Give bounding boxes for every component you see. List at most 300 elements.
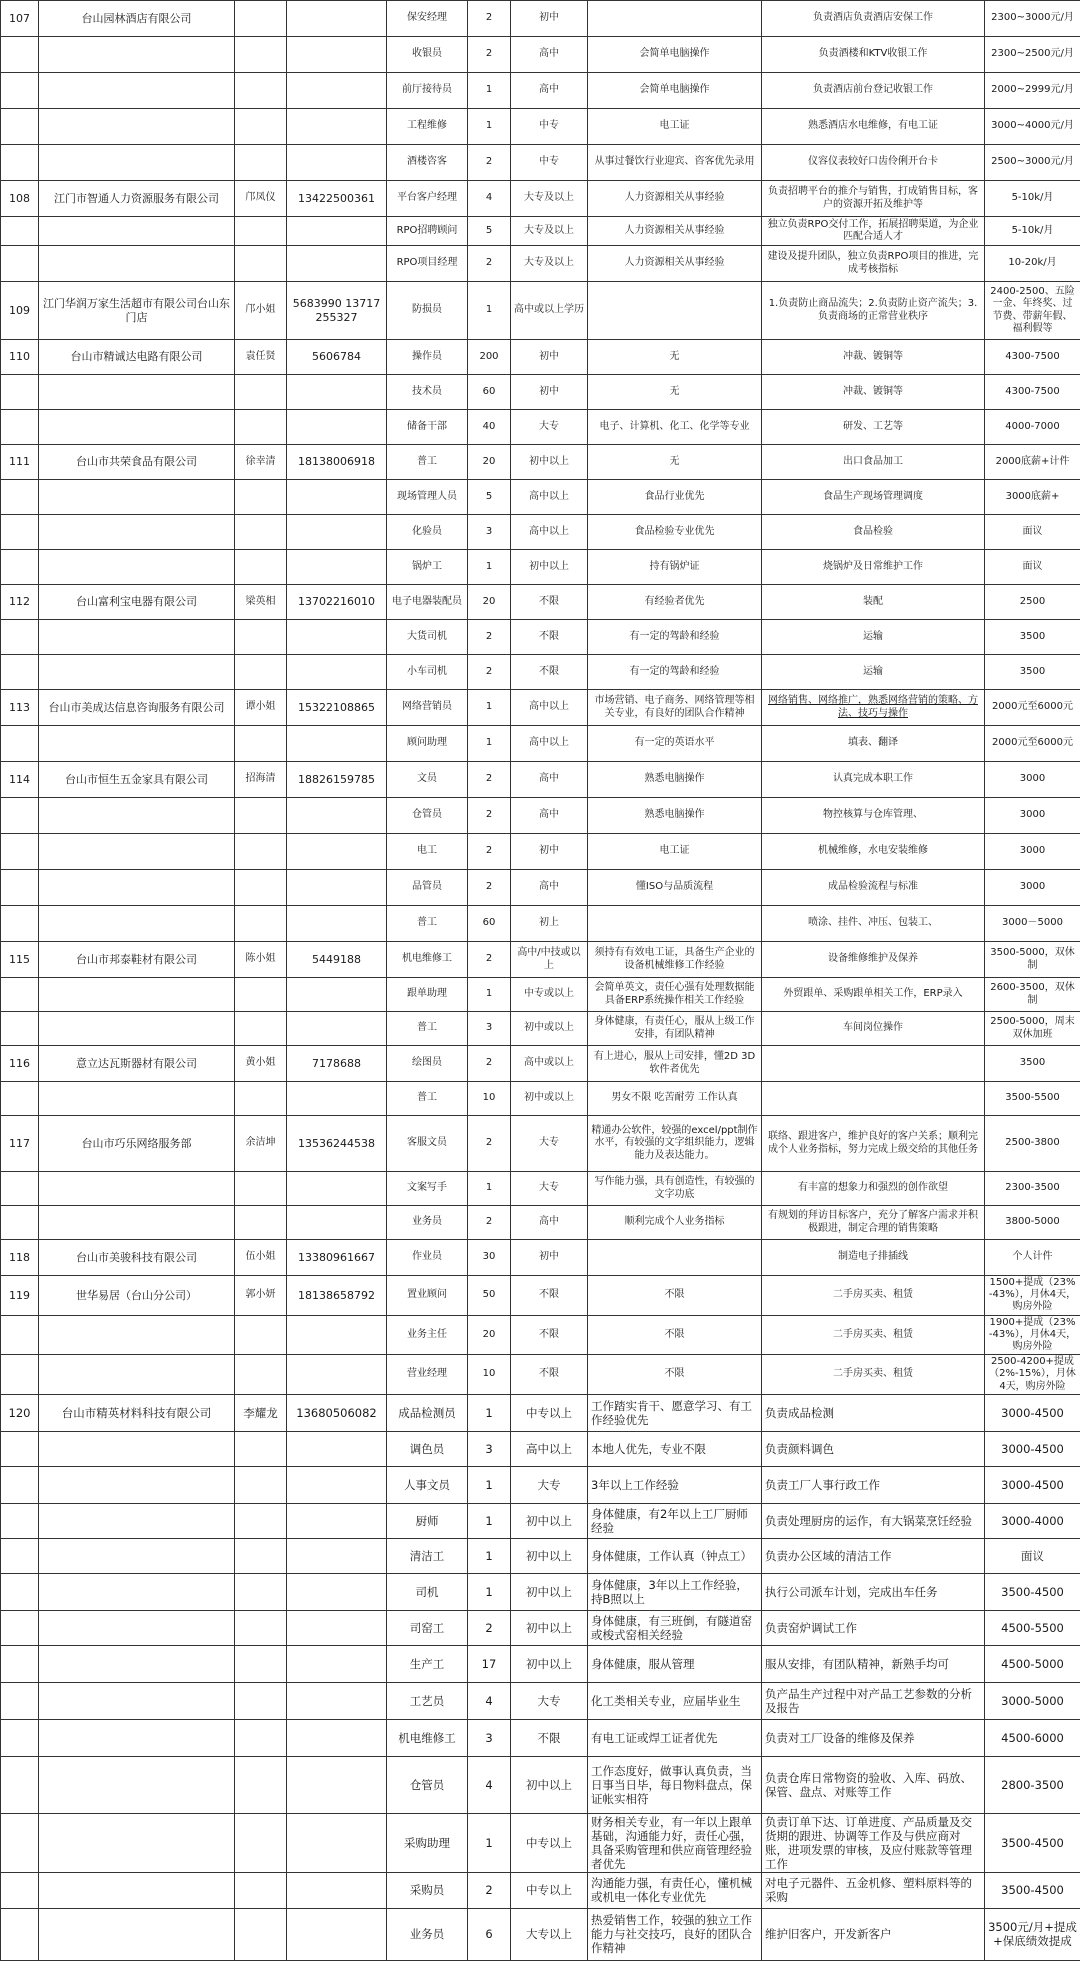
cell-requirement: 热爱销售工作，较强的独立工作能力与社交技巧，良好的团队合作精神: [588, 1908, 762, 1960]
cell-duty: 独立负责RPO交付工作，拓展招聘渠道，为企业匹配合适人才: [762, 217, 985, 246]
cell-company: [39, 1503, 235, 1538]
cell-requirement: 电子、计算机、化工、化学等专业: [588, 410, 762, 445]
cell-education: 高中: [511, 1206, 588, 1240]
cell-position: 业务员: [387, 1206, 468, 1240]
cell-duty: 食品检验: [762, 515, 985, 550]
cell-contact: [235, 1872, 287, 1908]
cell-salary: 2400-2500、五险一金、年终奖、过节费、带薪年假、福利假等: [985, 282, 1080, 340]
cell-contact: [235, 870, 287, 906]
cell-education: 初中以上: [511, 1538, 588, 1573]
cell-requirement: 身体健康，3年以上工作经验，持B照以上: [588, 1573, 762, 1610]
cell-education: 初中以上: [511, 1610, 588, 1645]
cell-duty: 二手房买卖、租赁: [762, 1276, 985, 1316]
cell-phone: [287, 73, 387, 109]
table-row: [1, 246, 1080, 282]
cell-count: 60: [468, 906, 511, 942]
table-row: [1, 798, 1080, 834]
cell-contact: [235, 1172, 287, 1206]
cell-position: 操作员: [387, 340, 468, 375]
cell-no: [1, 1082, 39, 1116]
cell-contact: [235, 375, 287, 410]
cell-salary: 2000底薪+计件: [985, 445, 1080, 480]
cell-position: 营业经理: [387, 1355, 468, 1395]
cell-contact: [235, 480, 287, 515]
cell-count: 1: [468, 1813, 511, 1872]
table-row: [1, 870, 1080, 906]
cell-salary: 2300~2500元/月: [985, 37, 1080, 73]
table-row: [1, 1813, 1080, 1872]
cell-salary: 面议: [985, 1538, 1080, 1573]
cell-contact: 袁任贤: [235, 340, 287, 375]
table-row: [1, 340, 1080, 375]
cell-salary: 10-20k/月: [985, 246, 1080, 282]
table-row: [1, 834, 1080, 870]
table-row: [1, 1276, 1080, 1316]
cell-duty: 维护旧客户，开发新客户: [762, 1908, 985, 1960]
cell-salary: 4500-5000: [985, 1645, 1080, 1682]
cell-salary: 3000-4000: [985, 1503, 1080, 1538]
table-row: [1, 906, 1080, 942]
cell-position: 储备干部: [387, 410, 468, 445]
table-body: [1, 1, 1080, 1961]
cell-requirement: 不限: [588, 1355, 762, 1395]
cell-no: [1, 1431, 39, 1466]
cell-position: 普工: [387, 1012, 468, 1046]
cell-requirement: 人力资源相关从事经验: [588, 181, 762, 217]
cell-contact: [235, 834, 287, 870]
cell-education: 中专以上: [511, 1394, 588, 1431]
cell-phone: 5683990 13717255327: [287, 282, 387, 340]
cell-salary: 3000: [985, 798, 1080, 834]
table-row: [1, 1315, 1080, 1355]
cell-duty: 负责颜料调色: [762, 1431, 985, 1466]
cell-phone: [287, 1172, 387, 1206]
cell-contact: [235, 37, 287, 73]
cell-position: 品管员: [387, 870, 468, 906]
cell-duty: 网络销售、网络推广，熟悉网络营销的策略、方法、技巧与操作: [762, 690, 985, 726]
cell-position: 机电维修工: [387, 942, 468, 978]
cell-no: [1, 1682, 39, 1719]
cell-duty: 出口食品加工: [762, 445, 985, 480]
cell-count: 1: [468, 1573, 511, 1610]
cell-contact: [235, 1012, 287, 1046]
cell-education: 大专及以上: [511, 246, 588, 282]
cell-duty: 负产品生产过程中对产品工艺参数的分析及报告: [762, 1682, 985, 1719]
cell-no: [1, 1538, 39, 1573]
cell-requirement: 懂ISO与品质流程: [588, 870, 762, 906]
cell-count: 1: [468, 1466, 511, 1503]
cell-education: 不限: [511, 1315, 588, 1355]
cell-salary: 3800-5000: [985, 1206, 1080, 1240]
cell-education: 中专: [511, 109, 588, 145]
cell-no: 114: [1, 762, 39, 798]
cell-phone: 13380961667: [287, 1240, 387, 1276]
cell-requirement: 顺利完成个人业务指标: [588, 1206, 762, 1240]
cell-duty: 负责办公区域的清洁工作: [762, 1538, 985, 1573]
cell-count: 1: [468, 726, 511, 762]
cell-contact: [235, 1206, 287, 1240]
cell-count: 2: [468, 942, 511, 978]
cell-no: [1, 1206, 39, 1240]
cell-requirement: 身体健康，有三班倒，有隧道窑或梭式窑相关经验: [588, 1610, 762, 1645]
cell-company: [39, 1538, 235, 1573]
cell-no: [1, 834, 39, 870]
cell-phone: [287, 1645, 387, 1682]
cell-duty: 冲裁、镀铜等: [762, 340, 985, 375]
cell-company: [39, 1719, 235, 1756]
cell-no: [1, 1503, 39, 1538]
table-row: [1, 1756, 1080, 1813]
cell-position: 保安经理: [387, 1, 468, 37]
cell-company: 台山市邦泰鞋材有限公司: [39, 942, 235, 978]
cell-count: 4: [468, 181, 511, 217]
cell-company: 意立达瓦斯器材有限公司: [39, 1046, 235, 1082]
cell-company: 台山市美成达信息咨询服务有限公司: [39, 690, 235, 726]
cell-position: 绘图员: [387, 1046, 468, 1082]
cell-requirement: 工作态度好，做事认真负责，当日事当日毕，每日物料盘点，保证帐实相符: [588, 1756, 762, 1813]
cell-phone: [287, 217, 387, 246]
cell-requirement: 有上进心，服从上司安排，懂2D 3D软件者优先: [588, 1046, 762, 1082]
cell-position: 置业顾问: [387, 1276, 468, 1316]
cell-salary: 3000~4000元/月: [985, 109, 1080, 145]
cell-position: 普工: [387, 1082, 468, 1116]
cell-duty: 运输: [762, 620, 985, 655]
cell-salary: 面议: [985, 550, 1080, 585]
cell-count: 1: [468, 1503, 511, 1538]
cell-education: 大专: [511, 1466, 588, 1503]
cell-count: 50: [468, 1276, 511, 1316]
cell-salary: 3000-4500: [985, 1431, 1080, 1466]
cell-company: [39, 1206, 235, 1240]
cell-position: RPO项目经理: [387, 246, 468, 282]
cell-phone: [287, 1206, 387, 1240]
table-row: [1, 1046, 1080, 1082]
cell-company: [39, 1682, 235, 1719]
cell-company: [39, 870, 235, 906]
cell-no: [1, 1172, 39, 1206]
cell-salary: 2800-3500: [985, 1756, 1080, 1813]
cell-company: [39, 480, 235, 515]
cell-salary: 3000-5000: [985, 1682, 1080, 1719]
cell-phone: [287, 410, 387, 445]
cell-position: 小车司机: [387, 655, 468, 690]
cell-requirement: 电工证: [588, 834, 762, 870]
cell-count: 4: [468, 1682, 511, 1719]
cell-salary: 3500-4500: [985, 1872, 1080, 1908]
cell-phone: 18138006918: [287, 445, 387, 480]
cell-duty: 外贸跟单、采购跟单相关工作，ERP录入: [762, 978, 985, 1012]
table-row: [1, 1240, 1080, 1276]
cell-salary: 3000: [985, 834, 1080, 870]
cell-contact: 梁英相: [235, 585, 287, 620]
cell-no: [1, 37, 39, 73]
cell-education: 不限: [511, 620, 588, 655]
cell-requirement: 须持有有效电工证，具备生产企业的设备机械维修工作经验: [588, 942, 762, 978]
cell-count: 1: [468, 1172, 511, 1206]
cell-requirement: 财务相关专业，有一年以上跟单基础，沟通能力好，责任心强，具备采购管理和供应商管理经验者优先: [588, 1813, 762, 1872]
cell-company: [39, 410, 235, 445]
cell-count: 2: [468, 834, 511, 870]
cell-duty: 熟悉酒店水电维修，有电工证: [762, 109, 985, 145]
cell-contact: [235, 1538, 287, 1573]
cell-position: 化验员: [387, 515, 468, 550]
cell-salary: 3500: [985, 655, 1080, 690]
cell-no: [1, 655, 39, 690]
cell-duty: 二手房买卖、租赁: [762, 1315, 985, 1355]
cell-contact: 徐幸清: [235, 445, 287, 480]
cell-duty: 负责仓库日常物资的验收、入库、码放、保管、盘点、对账等工作: [762, 1756, 985, 1813]
cell-company: [39, 1872, 235, 1908]
cell-salary: 2000元至6000元: [985, 690, 1080, 726]
cell-count: 4: [468, 1756, 511, 1813]
table-row: [1, 1872, 1080, 1908]
cell-phone: [287, 620, 387, 655]
table-row: [1, 109, 1080, 145]
cell-duty: 设备维修维护及保养: [762, 942, 985, 978]
table-row: [1, 1538, 1080, 1573]
cell-salary: 2500~3000元/月: [985, 145, 1080, 181]
cell-company: 台山市恒生五金家具有限公司: [39, 762, 235, 798]
cell-company: [39, 515, 235, 550]
cell-count: 2: [468, 655, 511, 690]
cell-salary: 2500: [985, 585, 1080, 620]
cell-contact: [235, 1355, 287, 1395]
cell-duty: 负责处理厨房的运作，有大锅菜烹饪经验: [762, 1503, 985, 1538]
cell-phone: [287, 109, 387, 145]
cell-contact: 谭小姐: [235, 690, 287, 726]
cell-education: 中专: [511, 145, 588, 181]
cell-education: 初中: [511, 340, 588, 375]
cell-phone: 5449188: [287, 942, 387, 978]
cell-position: 锅炉工: [387, 550, 468, 585]
cell-salary: 面议: [985, 515, 1080, 550]
cell-contact: [235, 1645, 287, 1682]
table-row: [1, 690, 1080, 726]
cell-phone: 18826159785: [287, 762, 387, 798]
cell-count: 1: [468, 73, 511, 109]
cell-duty: 装配: [762, 585, 985, 620]
cell-company: [39, 37, 235, 73]
cell-salary: 2600-3500，双休制: [985, 978, 1080, 1012]
cell-count: 1: [468, 690, 511, 726]
cell-duty: 负责工厂人事行政工作: [762, 1466, 985, 1503]
cell-requirement: 熟悉电脑操作: [588, 798, 762, 834]
cell-education: 高中: [511, 37, 588, 73]
table-row: [1, 550, 1080, 585]
cell-phone: [287, 515, 387, 550]
cell-count: 1: [468, 550, 511, 585]
cell-duty: [762, 1046, 985, 1082]
cell-contact: [235, 1431, 287, 1466]
cell-contact: 余洁坤: [235, 1116, 287, 1172]
cell-requirement: 精通办公软件，较强的excel/ppt制作水平，有较强的文字组织能力，逻辑能力及表达能力。: [588, 1116, 762, 1172]
cell-company: [39, 1466, 235, 1503]
cell-requirement: 有一定的英语水平: [588, 726, 762, 762]
table-row: [1, 620, 1080, 655]
cell-education: 高中或以上学历: [511, 282, 588, 340]
cell-contact: [235, 1610, 287, 1645]
cell-salary: 5-10k/月: [985, 181, 1080, 217]
cell-salary: 2000~2999元/月: [985, 73, 1080, 109]
cell-education: 中专或以上: [511, 978, 588, 1012]
table-row: [1, 145, 1080, 181]
cell-phone: 5606784: [287, 340, 387, 375]
cell-phone: [287, 1315, 387, 1355]
cell-contact: [235, 410, 287, 445]
cell-requirement: 化工类相关专业，应届毕业生: [588, 1682, 762, 1719]
cell-no: [1, 375, 39, 410]
cell-salary: 3500元/月+提成+保底绩效提成: [985, 1908, 1080, 1960]
cell-education: 初中以上: [511, 1573, 588, 1610]
cell-position: 大货司机: [387, 620, 468, 655]
cell-phone: [287, 480, 387, 515]
cell-count: 1: [468, 109, 511, 145]
cell-requirement: 电工证: [588, 109, 762, 145]
cell-requirement: 写作能力强，具有创造性，有较强的文字功底: [588, 1172, 762, 1206]
cell-education: 大专以上: [511, 1908, 588, 1960]
cell-no: [1, 1645, 39, 1682]
cell-contact: [235, 1466, 287, 1503]
cell-no: 115: [1, 942, 39, 978]
cell-salary: 3500-5000，双休制: [985, 942, 1080, 978]
cell-no: 120: [1, 1394, 39, 1431]
cell-company: [39, 655, 235, 690]
cell-phone: [287, 1719, 387, 1756]
cell-salary: 2300~3000元/月: [985, 1, 1080, 37]
cell-contact: [235, 1315, 287, 1355]
cell-count: 2: [468, 870, 511, 906]
cell-education: 高中或以上: [511, 1046, 588, 1082]
cell-position: 采购助理: [387, 1813, 468, 1872]
table-row: [1, 1431, 1080, 1466]
cell-requirement: 市场营销、电子商务、网络管理等相关专业，有良好的团队合作精神: [588, 690, 762, 726]
cell-position: 技术员: [387, 375, 468, 410]
cell-duty: 负责招聘平台的推介与销售，打成销售目标，客户的资源开拓及维护等: [762, 181, 985, 217]
cell-no: 109: [1, 282, 39, 340]
cell-contact: [235, 655, 287, 690]
cell-position: 普工: [387, 906, 468, 942]
cell-position: 仓管员: [387, 1756, 468, 1813]
cell-requirement: 身体健康，服从管理: [588, 1645, 762, 1682]
cell-education: 高中: [511, 73, 588, 109]
table-row: [1, 655, 1080, 690]
cell-salary: 个人计件: [985, 1240, 1080, 1276]
cell-requirement: 3年以上工作经验: [588, 1466, 762, 1503]
cell-phone: 18138658792: [287, 1276, 387, 1316]
cell-company: [39, 1645, 235, 1682]
cell-education: 高中: [511, 870, 588, 906]
cell-contact: [235, 550, 287, 585]
cell-education: 初中以上: [511, 1645, 588, 1682]
cell-no: [1, 1466, 39, 1503]
cell-salary: 2500-5000，周末双休加班: [985, 1012, 1080, 1046]
cell-no: [1, 870, 39, 906]
cell-education: 高中以上: [511, 480, 588, 515]
cell-count: 2: [468, 798, 511, 834]
cell-company: [39, 550, 235, 585]
cell-education: 高中以上: [511, 726, 588, 762]
cell-position: 人事文员: [387, 1466, 468, 1503]
table-row: [1, 1206, 1080, 1240]
cell-education: 大专及以上: [511, 181, 588, 217]
cell-contact: [235, 620, 287, 655]
table-row: [1, 762, 1080, 798]
cell-no: [1, 246, 39, 282]
cell-contact: [235, 1682, 287, 1719]
cell-phone: [287, 1082, 387, 1116]
cell-salary: 4500-5500: [985, 1610, 1080, 1645]
table-row: [1, 1394, 1080, 1431]
cell-salary: 3500-4500: [985, 1573, 1080, 1610]
cell-count: 2: [468, 620, 511, 655]
cell-no: [1, 145, 39, 181]
cell-phone: [287, 655, 387, 690]
cell-count: 2: [468, 246, 511, 282]
cell-count: 5: [468, 480, 511, 515]
table-row: [1, 1908, 1080, 1960]
cell-count: 200: [468, 340, 511, 375]
cell-company: 台山市共荣食品有限公司: [39, 445, 235, 480]
cell-no: 113: [1, 690, 39, 726]
cell-requirement: 不限: [588, 1315, 762, 1355]
cell-contact: [235, 1573, 287, 1610]
cell-duty: 仪容仪表较好口齿伶俐开台卡: [762, 145, 985, 181]
cell-phone: [287, 834, 387, 870]
cell-position: 顾问助理: [387, 726, 468, 762]
cell-salary: 3000: [985, 870, 1080, 906]
cell-company: [39, 978, 235, 1012]
cell-education: 初中: [511, 1240, 588, 1276]
cell-education: 初中以上: [511, 1756, 588, 1813]
cell-no: [1, 73, 39, 109]
cell-position: 平台客户经理: [387, 181, 468, 217]
cell-company: [39, 834, 235, 870]
cell-phone: [287, 1, 387, 37]
cell-contact: [235, 1908, 287, 1960]
cell-duty: 研发、工艺等: [762, 410, 985, 445]
cell-duty: 负责酒店前台登记收银工作: [762, 73, 985, 109]
cell-company: [39, 1012, 235, 1046]
cell-education: 高中: [511, 798, 588, 834]
cell-education: 初中以上: [511, 550, 588, 585]
cell-duty: 服从安排，有团队精神，新熟手均可: [762, 1645, 985, 1682]
cell-no: [1, 1719, 39, 1756]
cell-requirement: 食品检验专业优先: [588, 515, 762, 550]
cell-education: 大专: [511, 1172, 588, 1206]
cell-position: 现场管理人员: [387, 480, 468, 515]
cell-duty: 物控核算与仓库管理、: [762, 798, 985, 834]
cell-contact: 招海清: [235, 762, 287, 798]
cell-contact: [235, 1503, 287, 1538]
cell-count: 2: [468, 1610, 511, 1645]
cell-duty: 建设及提升团队，独立负责RPO项目的推进，完成考核指标: [762, 246, 985, 282]
cell-contact: [235, 1719, 287, 1756]
cell-company: [39, 246, 235, 282]
cell-no: [1, 1573, 39, 1610]
table-row: [1, 1573, 1080, 1610]
cell-requirement: 无: [588, 375, 762, 410]
cell-duty: 冲裁、镀铜等: [762, 375, 985, 410]
cell-company: [39, 906, 235, 942]
cell-count: 2: [468, 1116, 511, 1172]
cell-company: 台山富利宝电器有限公司: [39, 585, 235, 620]
cell-salary: 2300-3500: [985, 1172, 1080, 1206]
cell-duty: 负责酒店负责酒店安保工作: [762, 1, 985, 37]
cell-company: [39, 1355, 235, 1395]
cell-salary: 3500-4500: [985, 1813, 1080, 1872]
cell-count: 10: [468, 1082, 511, 1116]
cell-education: 高中/中技或以上: [511, 942, 588, 978]
